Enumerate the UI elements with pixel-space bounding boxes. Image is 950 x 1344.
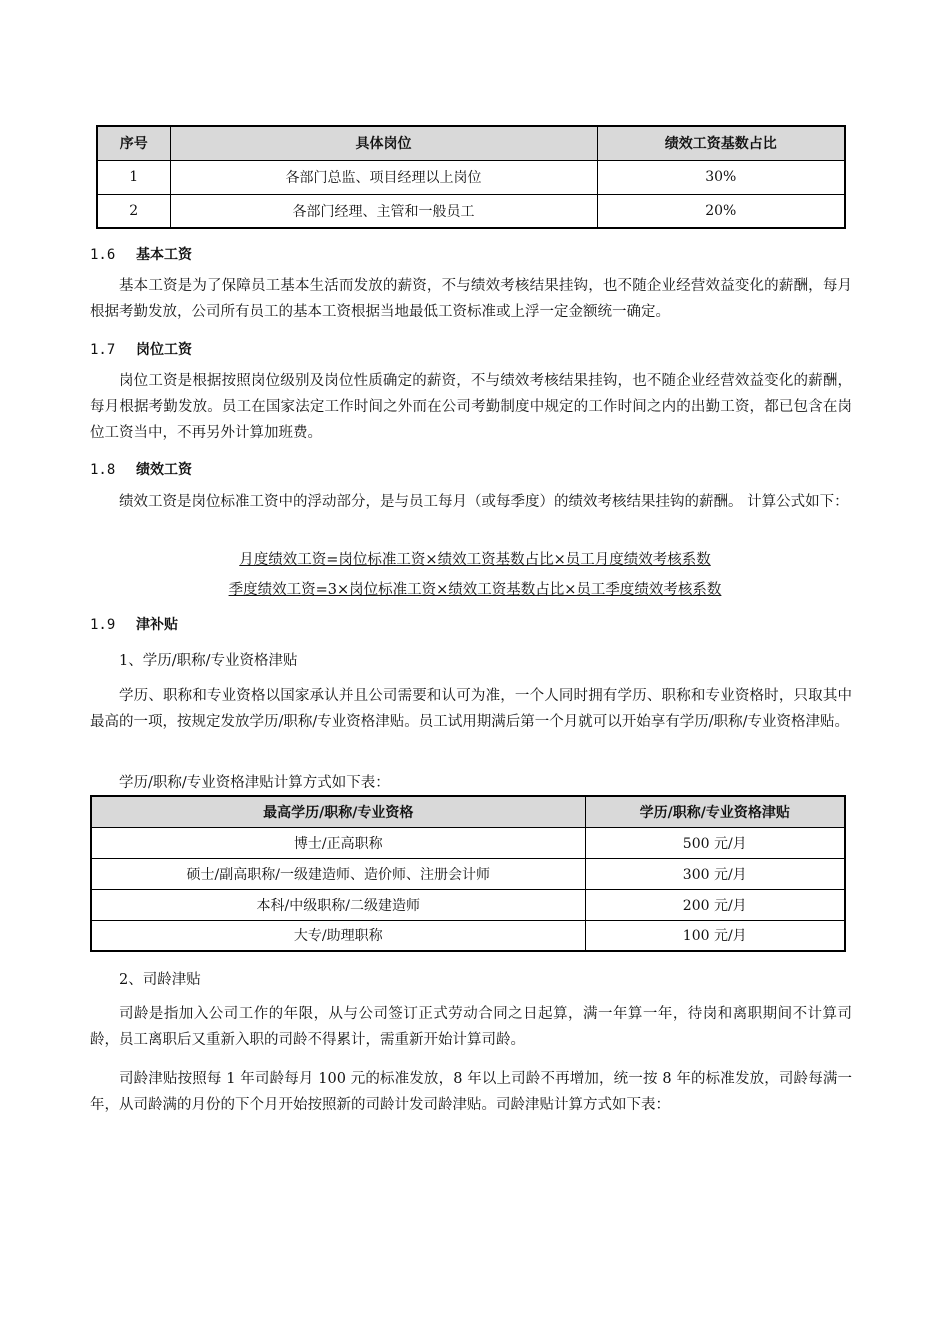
table-cell: 30% [597,160,845,194]
formula-monthly: 月度绩效工资=岗位标准工资×绩效工资基数占比×员工月度绩效考核系数 [239,552,711,568]
table-header-cell: 最高学历/职称/专业资格 [91,796,585,827]
table-cell: 500 元/月 [585,827,845,858]
section-number: 1.8 [90,462,116,478]
table-cell: 本科/中级职称/二级建造师 [91,889,585,920]
table-cell: 100 元/月 [585,920,845,951]
table-row [91,858,845,889]
table-header-cell: 学历/职称/专业资格津贴 [585,796,845,827]
education-table-intro: 学历/职称/专业资格津贴计算方式如下表： [119,775,390,791]
table-row [91,827,845,858]
table-row [97,160,845,194]
table-cell: 各部门总监、项目经理以上岗位 [170,160,597,194]
table-row [91,889,845,920]
formula-quarterly: 季度绩效工资=3×岗位标准工资×绩效工资基数占比×员工季度绩效考核系数 [228,582,722,598]
table-header-cell: 绩效工资基数占比 [597,126,845,160]
education-allowance-table [90,795,846,952]
table-cell: 大专/助理职称 [91,920,585,951]
section-number: 1.7 [90,342,116,358]
section-title: 绩效工资 [136,462,192,478]
table-cell: 硕士/副高职称/一级建造师、造价师、注册会计师 [91,858,585,889]
table-cell: 博士/正高职称 [91,827,585,858]
section-title: 岗位工资 [136,342,192,358]
paragraph-seniority-definition: 司龄是指加入公司工作的年限，从与公司签订正式劳动合同之日起算，满一年算一年，待岗和离职期间不计算司龄，员工离职后又重新入职的司龄不得累计，需重新开始计算司龄。 [90,1006,852,1048]
table-header-row [91,796,845,827]
table-header-cell: 具体岗位 [170,126,597,160]
paragraph-seniority-rule: 司龄津贴按照每 1 年司龄每月 100 元的标准发放，8 年以上司龄不再增加，统一按 8 年的标准发放，司龄每满一年，从司龄满的月份的下个月开始按照新的司龄计发司龄津贴。司龄津贴计算方式如下表： [90,1071,852,1113]
section-title: 基本工资 [136,247,192,263]
performance-ratio-table [96,125,846,229]
table-cell: 200 元/月 [585,889,845,920]
section-title: 津补贴 [136,617,178,633]
paragraph-performance-salary: 绩效工资是岗位标准工资中的浮动部分，是与员工每月（或每季度）的绩效考核结果挂钩的薪酬。 计算公式如下： [119,494,849,510]
paragraph-position-salary: 岗位工资是根据按照岗位级别及岗位性质确定的薪资，不与绩效考核结果挂钩，也不随企业经营效益变化的薪酬，每月根据考勤发放。员工在国家法定工作时间之外而在公司考勤制度中规定的工作时间之内的出勤工资，都已包含在岗位工资当中，不再另外计算加班费。 [90,373,852,441]
section-number: 1.6 [90,247,116,263]
section-heading-1-9 [90,614,178,634]
table-cell: 300 元/月 [585,858,845,889]
section-heading-1-6 [90,244,192,264]
table-row [97,194,845,228]
table-header-cell: 序号 [97,126,170,160]
table-header-row [97,126,845,160]
paragraph-basic-salary: 基本工资是为了保障员工基本生活而发放的薪资，不与绩效考核结果挂钩，也不随企业经营效益变化的薪酬，每月根据考勤发放，公司所有员工的基本工资根据当地最低工资标准或上浮一定金额统一确定。 [90,278,852,320]
section-heading-1-8 [90,459,192,479]
subsection-title-seniority: 2、司龄津贴 [119,972,201,988]
section-heading-1-7 [90,339,192,359]
paragraph-education-allowance: 学历、职称和专业资格以国家承认并且公司需要和认可为准，一个人同时拥有学历、职称和专业资格时，只取其中最高的一项，按规定发放学历/职称/专业资格津贴。员工试用期满后第一个月就可以开始享有学历/职称/专业资格津贴。 [90,688,852,730]
table-row [91,920,845,951]
subsection-title-education: 1、学历/职称/专业资格津贴 [119,653,298,669]
table-cell: 2 [97,194,170,228]
section-number: 1.9 [90,617,116,633]
table-cell: 1 [97,160,170,194]
table-cell: 20% [597,194,845,228]
table-cell: 各部门经理、主管和一般员工 [170,194,597,228]
